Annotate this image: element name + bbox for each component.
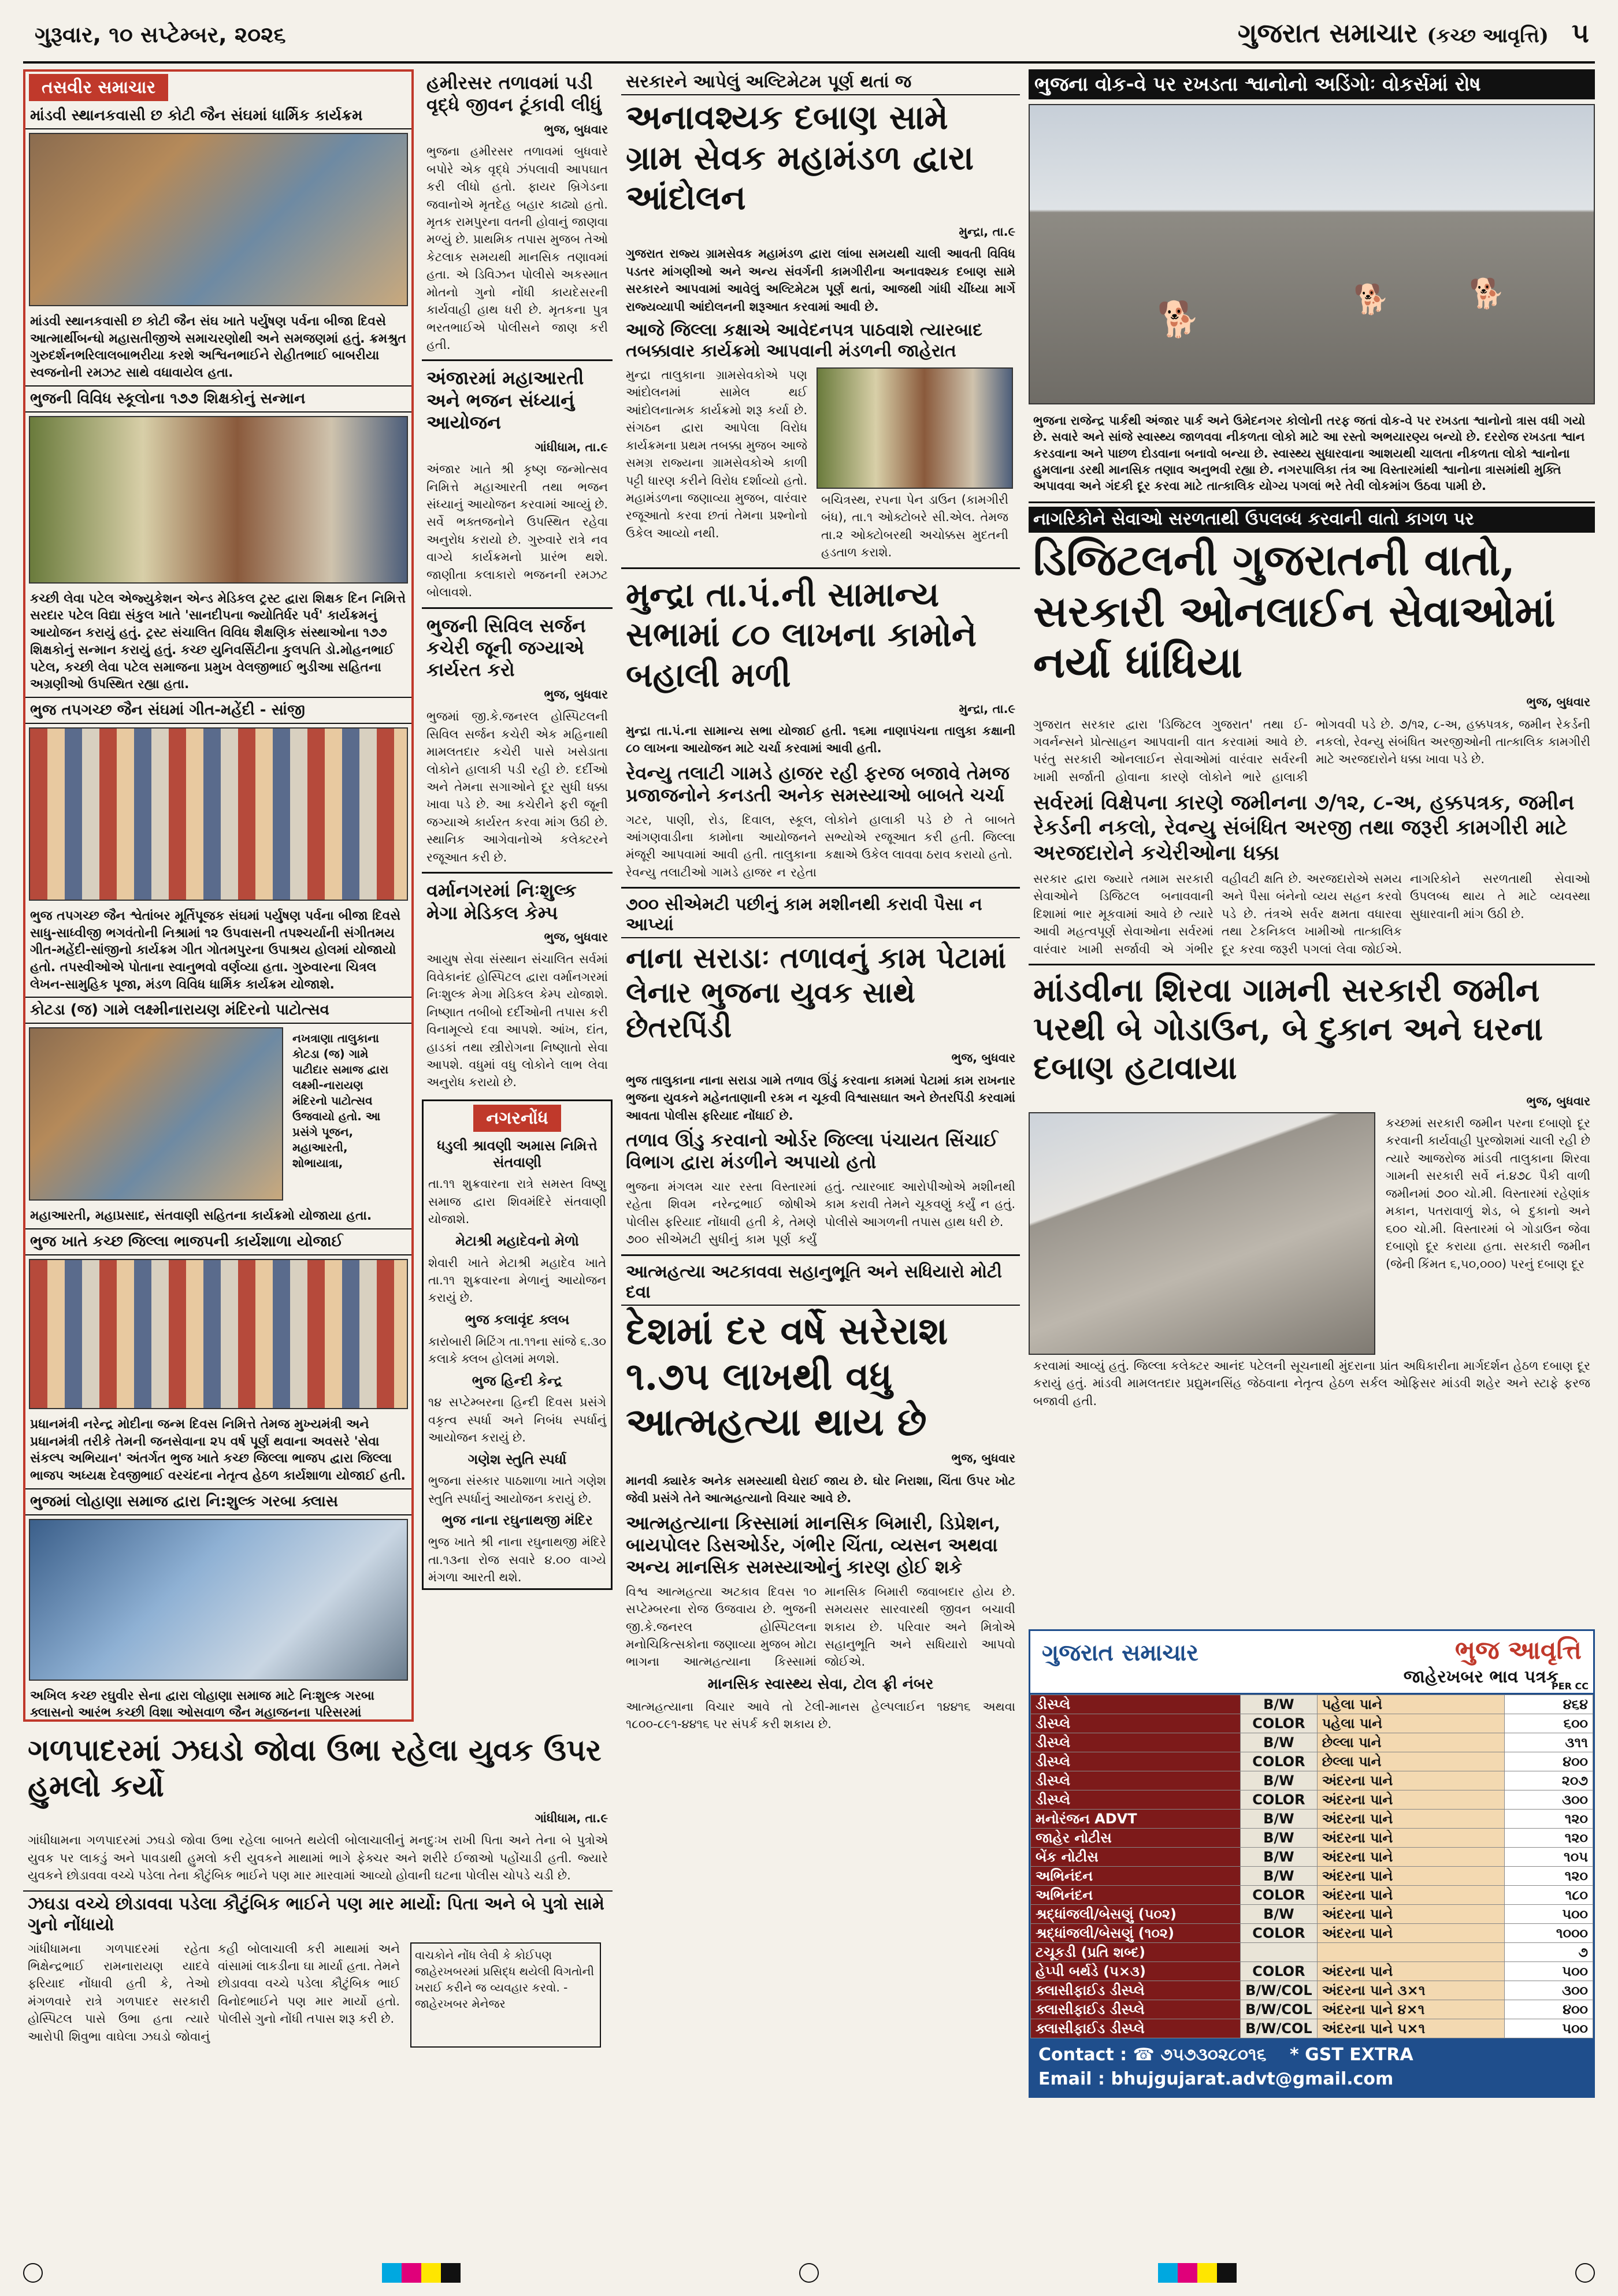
rate-position: અંદરના પાને	[1317, 1924, 1504, 1943]
gram-sevak-dateline	[621, 221, 1020, 243]
rate-value: ૪૦૦	[1504, 1752, 1593, 1771]
shirva-caption: કરવામાં આવ્યું હતું. જિલ્લા કલેક્ટર આનંદ પટેલની સૂચનાથી મુંદરાના પ્રાંત અધિકારીના માર્ગદર્શન હેઠળ દબાણ દૂર કરાયું હતું. માંડવી મામલતદાર પ્રદ્યુમનસિંહ જેઠવાના નેતૃત્વ હેઠળ સર્કલ ઓફિસર માંડવી શહેર અને સ્ટાફે ફરજ બજાવી હતી.	[1033, 1359, 1590, 1408]
mundra-tp-headline: મુન્દ્રા તા.પં.ની સામાન્ય સભામાં ૮૦ લાખના કામોને બહાલી મળી	[626, 574, 977, 694]
rate-name: ડીસ્પ્લે	[1031, 1771, 1241, 1790]
nagar-1-head: ધડુલી શ્રાવણી અમાસ નિમિત્તે સંતવાણી	[437, 1136, 598, 1171]
medical-camp-dateline-text: ભુજ, બુધવાર	[544, 930, 608, 944]
rate-value: ૭	[1504, 1943, 1593, 1962]
shirva-headline: માંડવીના શિરવા ગામની સરકારી જમીન પરથી બે ગોડાઉન, બે દુકાન અને ઘરના દબાણ હટાવાયા	[1033, 971, 1543, 1087]
email-line	[1038, 2067, 1585, 2091]
yellow-swatch	[421, 2263, 441, 2283]
anjar-dateline	[422, 436, 613, 458]
photo-teachers	[29, 416, 408, 584]
medical-camp-headline: વર્માનગરમાં નિઃશુલ્ક મેગા મેડિકલ કેમ્પ	[426, 879, 577, 924]
rate-value: ૧૦૦૦	[1504, 1924, 1593, 1943]
phone-icon: ☎	[1133, 2045, 1155, 2065]
mundra-tp-subhead: રેવન્યુ તલાટી ગામડે હાજર રહી ફરજ બજાવે તેમજ પ્રજાજનોને કનડતી અનેક સમસ્યાઓ બાબતે ચર્ચા	[626, 761, 1010, 807]
issue-date: ગુરૂવાર, ૧૦ સપ્ટેમ્બર, ૨૦૨૬	[35, 22, 286, 47]
contact-label: Contact :	[1038, 2045, 1127, 2065]
rate-value: ૫૦૦	[1504, 2019, 1593, 2038]
galpadar-dateline	[23, 1807, 613, 1829]
gst-note: * GST EXTRA	[1290, 2045, 1413, 2065]
suicide-kicker: આત્મહત્યા અટકાવવા સહાનુભૂતિ અને સધિયારો મોટી દવા	[621, 1260, 1020, 1306]
galpadar-body-row	[23, 1938, 613, 2048]
photo-story-1-head: માંડવી સ્થાનકવાસી છ કોટી જૈન સંઘમાં ધાર્મિક કાર્યક્રમ	[25, 103, 411, 129]
rate-position: અંદરના પાને ૪×૧	[1317, 2000, 1504, 2019]
medical-camp-dateline	[422, 926, 613, 948]
rate-card-header	[1030, 1631, 1593, 1695]
rate-name: મનોરંજન ADVT	[1031, 1810, 1241, 1829]
rate-name: હેપ્પી બર્થડે (૫×૩)	[1031, 1962, 1241, 1981]
rate-position: અંદરના પાને	[1317, 1886, 1504, 1905]
rate-position: અંદરના પાને	[1317, 1905, 1504, 1924]
sarada-lead: ભુજ તાલુકાના નાના સરાડા ગામે તળાવ ઊંડું કરવાના કામમાં પેટામાં કામ રાખનાર ભુજના યુવકને મહેનતાણાની રકમ ન ચૂકવી વિશ્વાસઘાત અને છેતરપિંડી કરવામાં આવતા પોલીસ ફરિયાદ નોંધાઈ છે.	[626, 1073, 1015, 1123]
rate-name: ડીસ્પ્લે	[1031, 1733, 1241, 1752]
rate-row	[1031, 1829, 1593, 1848]
sarada-dateline-text: ભુજ, બુધવાર	[951, 1051, 1015, 1065]
photo-gram-sevak	[817, 367, 1013, 489]
rate-position: અંદરના પાને	[1317, 1848, 1504, 1867]
rate-type: COLOR	[1241, 1752, 1318, 1771]
color-swatches	[1158, 2263, 1237, 2283]
registration-mark-icon	[1575, 2263, 1595, 2283]
rate-name: બેંક નોટીસ	[1031, 1848, 1241, 1867]
rate-name: અભિનંદન	[1031, 1867, 1241, 1886]
rate-row	[1031, 1886, 1593, 1905]
galpadar-subhead: ઝઘડા વચ્ચે છોડાવવા પડેલા કૌટુંબિક ભાઈને પણ માર માર્યો: પિતા અને બે પુત્રો સામે ગુનો નોંધાયો	[23, 1890, 613, 1938]
photo-temple-festival	[29, 1027, 283, 1201]
nagar-3-head: ભુજ કલાવૃંદ ક્લબ	[465, 1310, 570, 1328]
stray-dogs-caption: ભુજના રાજેન્દ્ર પાર્કથી અંજાર પાર્ક અને ઉમેદનગર કોલોની તરફ જતાં વોક-વે પર રખડતા શ્વાનોનો ત્રાસ વધી ગયો છે. સવારે અને સાંજે સ્વાસ્થ્ય જાળવવા નીકળતા લોકો માટે આ રસ્તો અભયારણ્ય બન્યો છે. દરરોજ રખડતા શ્વાન કરડવાના અને પાછળ દોડવાના બનાવો બન્યા છે. સ્વાસ્થ્ય સુધારવાના આશયથી ચાલતા નીકળતા લોકો શ્વાનોના હુમલાના ડરથી માનસિક તણાવ અનુભવી રહ્યા છે. નગરપાલિકા તંત્ર આ વિસ્તારમાંથી શ્વાનોના ત્રાસમાંથી મુક્તિ અપાવવા અને ગંદકી દૂર કરવા માટે તાત્કાલિક યોગ્ય પગલાં ભરે તેવી લોકમાંગ ઉઠવા પામી છે.	[1033, 414, 1586, 493]
rate-type: B/W/COL	[1241, 2019, 1318, 2038]
rate-type: COLOR	[1241, 1962, 1318, 1981]
rate-row	[1031, 2019, 1593, 2038]
dog-icon: 🐕	[1157, 299, 1200, 340]
divider	[422, 607, 613, 609]
divider	[621, 567, 1020, 569]
photo-story-6-caption: અખિલ કચ્છ રઘુવીર સેના દ્વારા લોહાણા સમાજ માટે નિઃશુલ્ક ગરબા ક્લાસનો આરંભ કચ્છી વિશા ઓસવાળ જૈન મહાજનના પરિસરમાં	[30, 1688, 375, 1721]
rate-position: અંદરના પાને	[1317, 1810, 1504, 1829]
nagar-6-head: ભુજ નાના રઘુનાથજી મંદિર	[441, 1511, 593, 1529]
rate-type: COLOR	[1241, 1924, 1318, 1943]
rate-card-subtitle: જાહેરખબર ભાવ પત્રક	[1403, 1667, 1558, 1687]
rate-row	[1031, 1733, 1593, 1752]
hamirsar-dateline	[422, 118, 613, 140]
hamirsar-body: ભુજના હમીરસર તળાવમાં બુધવારે બપોરે એક વૃદ્ધે ઝંપલાવી આપઘાત કરી લીધો હતો. ફાયર બ્રિગેડના જવાનોએ મૃતદેહ બહાર કાઢ્યો હતો. મૃતક રામપુરના વતની હોવાનું જાણવા મળ્યું છે. પ્રાથમિક તપાસ મુજબ તેઓ કેટલાક સમયથી માનસિક તણાવમાં હતા. એ ડિવિઝન પોલીસે અકસ્માત મોતનો ગુનો નોંધી કાયદેસરની કાર્યવાહી હાથ ધરી છે. મૃતકના પુત્ર ભરતભાઈએ પોલીસને જાણ કરી હતી.	[426, 144, 608, 352]
rate-row	[1031, 2000, 1593, 2019]
magenta-swatch	[1178, 2263, 1197, 2283]
medical-camp-body: આયુષ સેવા સંસ્થાન સંચાલિત સર્વમાં વિવેકાનંદ હોસ્પિટલ દ્વારા વર્માનગરમાં નિઃશુલ્ક મેગા મેડિકલ કેમ્પ યોજાશે. નિષ્ણાત તબીબો દર્દીઓની તપાસ કરી વિનામૂલ્યે દવા આપશે. આંખ, દાંત, હાડકાં તથા સ્ત્રીરોગના નિષ્ણાતો સેવા આપશે. વધુમાં વધુ લોકોને લાભ લેવા અનુરોધ કરાયો છે.	[426, 952, 608, 1090]
rate-value: ૫૦૦	[1504, 1962, 1593, 1981]
rate-position: પહેલા પાને	[1317, 1695, 1504, 1714]
rate-value: ૧૮૦	[1504, 1886, 1593, 1905]
contact-line	[1038, 2043, 1585, 2067]
mundra-tp-lead: મુન્દ્રા તા.પં.ના સામાન્ય સભા યોજાઈ હતી. ૧૬મા નાણાપંચના તાલુકા કક્ષાની ૮૦ લાખના આયોજન માટે ચર્ચા કરવામાં આવી હતી.	[626, 723, 1015, 756]
photo-geet-mehndi	[29, 727, 408, 901]
rate-position: અંદરના પાને	[1317, 1867, 1504, 1886]
galpadar-dateline-text: ગાંધીધામ, તા.૯	[535, 1811, 608, 1825]
rate-row	[1031, 1981, 1593, 2000]
cyan-swatch	[382, 2263, 402, 2283]
rate-position: અંદરના પાને ૩×૧	[1317, 1981, 1504, 2000]
rate-name: અભિનંદન	[1031, 1886, 1241, 1905]
rate-row	[1031, 1714, 1593, 1733]
nagar-3-body: કારોબારી મિટિંગ તા.૧૧ના સાંજે ૬.૩૦ કલાકે ક્લબ હોલમાં મળશે.	[428, 1334, 606, 1366]
nagar-4-body: ૧૪ સપ્ટેમ્બરના હિન્દી દિવસ પ્રસંગે વકૃત્વ સ્પર્ધા અને નિબંધ સ્પર્ધાનું આયોજન કરાયું છે.	[428, 1395, 606, 1445]
section-tag: તસવીર સમાચાર	[29, 74, 168, 101]
rate-row	[1031, 1905, 1593, 1924]
nagar-6-body: ભુજ ખાતે શ્રી નાના રઘુનાથજી મંદિરે તા.૧૩ના રોજ સવારે ૪.૦૦ વાગ્યે મંગળા આરતી થશે.	[428, 1535, 606, 1584]
cyan-swatch	[1158, 2263, 1178, 2283]
photo-news-column	[23, 69, 414, 1722]
photo-story-4-side: નખત્રાણા તાલુકાના કોટડા (જ) ગામે પાટીદાર સમાજ દ્વારા લક્ષ્મી-નારાયણ મંદિરનો પાટોત્સવ ઉજવાયો હતો. આ પ્રસંગે પૂજન, મહાઆરતી, શોભાયાત્રા,	[292, 1031, 389, 1171]
nagarnondh-box	[422, 1099, 613, 1591]
rate-name: શ્રદ્ધાંજલી/બેસણું (૧૦૨)	[1031, 1924, 1241, 1943]
hamirsar-dateline-text: ભુજ, બુધવાર	[544, 122, 608, 136]
nagar-5-body: ભુજના સંસ્કાર પાઠશાળા ખાતે ગણેશ સ્તુતિ સ્પર્ધાનું આયોજન કરાયું છે.	[428, 1474, 606, 1506]
rate-type: COLOR	[1241, 1714, 1318, 1733]
yellow-swatch	[1197, 2263, 1217, 2283]
suicide-dateline-text: ભુજ, બુધવાર	[951, 1451, 1015, 1466]
shirva-row	[1029, 1112, 1595, 1355]
ad-rate-card	[1029, 1629, 1595, 2098]
galpadar-story	[23, 1730, 613, 2239]
stray-dogs-headline: ભુજના વોક-વે પર રખડતા શ્વાનોનો અડિંગોઃ વોકર્સમાં રોષ	[1029, 69, 1595, 99]
photo-story-1-caption: માંડવી સ્થાનકવાસી છ કોટી જૈન સંઘ ખાતે પર્યુષણ પર્વના બીજા દિવસે આત્માર્થીબન્ધો મહાસતીજીએ સમાચરણોથી અને સમજણમાં હતું. ક્રમશ્રુત ગુરુદર્શનભરિલાલબાભરીયા કરશે અશ્વિનભાઈને રોહીતભાઈ બાબરીયા સ્વજનોની રમઝટ સાથે વધાવાયેલ હતા.	[30, 314, 406, 381]
rate-value: ૫૦૦	[1504, 1905, 1593, 1924]
photo-story-5-head: ભુજ ખાતે કચ્છ જિલ્લા ભાજપની કાર્યશાળા યોજાઈ	[25, 1228, 411, 1255]
photo-story-3-head: ભુજ તપગચ્છ જૈન સંઘમાં ગીત-મહેંદી - સાંજી	[25, 697, 411, 724]
rate-name: ટચૂકડી (પ્રતિ શબ્દ)	[1031, 1943, 1241, 1962]
rate-position: પહેલા પાને	[1317, 1714, 1504, 1733]
rate-row	[1031, 1771, 1593, 1790]
rate-row	[1031, 1810, 1593, 1829]
rate-type	[1241, 1943, 1318, 1962]
gram-sevak-body: મુન્દ્રા તાલુકાના ગ્રામસેવકોએ પણ આંદોલનમાં સામેલ થઈ આંદોલનાત્મક કાર્યક્રમો શરૂ કર્યા છે. સંગઠન દ્વારા આપેલા વિરોધ કાર્યક્રમના પ્રથમ તબક્કા મુજબ આજે સમગ્ર રાજ્યના ગ્રામસેવકોએ કાળી પટ્ટી ધારણ કરીને વિરોધ દર્શાવ્યો હતો. મહામંડળના જણાવ્યા મુજબ, વારંવાર રજૂઆતો કરવા છતાં તેમના પ્રશ્નોનો ઉકેલ આવ્યો નથી.	[626, 367, 807, 540]
rate-name: ડીસ્પ્લે	[1031, 1695, 1241, 1714]
rate-name: ડીસ્પ્લે	[1031, 1790, 1241, 1810]
digital-dateline	[1029, 691, 1595, 713]
rate-row	[1031, 1752, 1593, 1771]
rate-type: B/W	[1241, 1829, 1318, 1848]
main-news-column	[621, 69, 1020, 2242]
page-number: ૫	[1571, 17, 1589, 49]
rate-type: B/W	[1241, 1867, 1318, 1886]
gram-sevak-row	[621, 364, 1020, 564]
nagar-4-head: ભુજ હિન્દી કેન્દ્ર	[472, 1372, 563, 1389]
gram-sevak-photo-caption: બચિત્રસ્થ, ર૫ના પેન ડાઉન (કામગીરી બંધ), તા.૧ ઓક્ટોબરે સી.એલ. તેમજ તા.૨ ઓક્ટોબરથી અચોક્કસ મુદતની હડતાળ કરાશે.	[821, 492, 1008, 560]
shirva-dateline-text: ભુજ, બુધવાર	[1526, 1094, 1590, 1108]
digital-headline: ડિજિટલની ગુજરાતની વાતો, સરકારી ઓનલાઈન સેવાઓમાં નર્યા ધાંધિયા	[1033, 535, 1556, 688]
registration-mark-icon	[23, 2263, 43, 2283]
rate-value: ૧૨૦	[1504, 1810, 1593, 1829]
color-swatches	[382, 2263, 461, 2283]
rate-value: ૩૦૦	[1504, 1981, 1593, 2000]
mundra-tp-dateline-text: મુન્દ્રા, તા.૯	[959, 701, 1015, 716]
suicide-subhead: આત્મહત્યાના કિસ્સામાં માનસિક બિમારી, ડિપ્રેશન, બાયપોલર ડિસઓર્ડર, ગંભીર ચિંતા, વ્યસન અથવા અન્ય માનસિક સમસ્યાઓનું કારણ હોઈ શકે	[626, 1511, 1001, 1578]
photo-jain-sangh	[29, 133, 408, 306]
divider	[621, 887, 1020, 889]
rate-value: ૧૨૦	[1504, 1867, 1593, 1886]
rate-position: અંદરના પાને	[1317, 1829, 1504, 1848]
rate-card-footer	[1030, 2038, 1593, 2096]
nagar-2-head: મેટાશ્રી મહાદેવનો મેળો	[455, 1232, 579, 1249]
rate-position: છેલ્લા પાને	[1317, 1733, 1504, 1752]
rate-value: ૩૦૦	[1504, 1790, 1593, 1810]
photo-demolition	[1029, 1112, 1375, 1355]
rate-position: અંદરના પાને ૫×૧	[1317, 2019, 1504, 2038]
gram-sevak-photo-wrap	[817, 364, 1013, 564]
photo-story-6-head: ભુજમાં લોહાણા સમાજ દ્વારા નિ:શુલ્ક ગરબા ક્લાસ	[25, 1488, 411, 1515]
nagar-5-head: ગણેશ સ્તુતિ સ્પર્ધા	[467, 1450, 567, 1467]
gram-sevak-lead: ગુજરાત રાજ્ય ગ્રામસેવક મહામંડળ દ્વારા લાંબા સમયથી ચાલી આવતી વિવિધ પડતર માંગણીઓ અને અન્ય સંવર્ગની કામગીરીના અનાવશ્યક દબાણ સામે સરકારને આપવામાં આવેલું અલ્ટિમેટમ પૂર્ણ થતાં, આજથી ગાંધી ચીંધ્યા માર્ગે રાજ્યવ્યાપી આંદોલનની શરૂઆત કરવામાં આવી છે.	[626, 247, 1015, 314]
rate-type: COLOR	[1241, 1886, 1318, 1905]
photo-news-box	[23, 69, 414, 1722]
digital-dateline-text: ભુજ, બુધવાર	[1526, 695, 1590, 709]
rate-type: B/W/COL	[1241, 1981, 1318, 2000]
anjar-body: અંજાર ખાતે શ્રી કૃષ્ણ જન્મોત્સવ નિમિત્તે મહાઆરતી તથા ભજન સંધ્યાનું આયોજન કરવામાં આવ્યું છે. સર્વે ભક્તજનોને ઉપસ્થિત રહેવા અનુરોધ કરાયો છે. ગુરુવારે રાત્રે નવ વાગ્યે કાર્યક્રમનો પ્રારંભ થશે. જાણીતા કલાકારો ભજનની રમઝટ બોલાવશે.	[426, 462, 608, 600]
sarada-kicker: ૭૦૦ સીએમટી પછીનું કામ મશીનથી કરાવી પૈસા ન આપ્યાં	[621, 892, 1020, 938]
rate-row	[1031, 1848, 1593, 1867]
divider	[621, 1254, 1020, 1256]
right-news-column	[1029, 69, 1595, 1618]
photo-story-4-caption: મહાઆરતી, મહાપ્રસાદ, સંતવાણી સહિતના કાર્યક્રમો યોજાયા હતા.	[30, 1209, 372, 1224]
brand-name	[1238, 17, 1549, 50]
rate-type: COLOR	[1241, 1790, 1318, 1810]
digital-kicker: નાગરિકોને સેવાઓ સરળતાથી ઉપલબ્ધ કરવાની વાતો કાગળ પર	[1029, 507, 1595, 533]
rate-name: ક્લાસીફાઈડ ડીસ્પ્લે	[1031, 2000, 1241, 2019]
rate-type: B/W	[1241, 1810, 1318, 1829]
rate-type: B/W	[1241, 1905, 1318, 1924]
nagarnondh-label-wrap	[424, 1101, 611, 1135]
shirva-body: કચ્છમાં સરકારી જમીન પરના દબાણો દૂર કરવાની કાર્યવાહી પુરજોશમાં ચાલી રહી છે ત્યારે આજરોજ માંડવી તાલુકાના શિરવા ગામની સરકારી સર્વે નં.૪૭૮ પૈકી વાળી જમીનમાં ૭૦૦ ચો.મી. વિસ્તારમાં રહેણાંક મકાન, પતરાવાળું શેડ, બે દુકાનો અને ૬૦૦ ચો.મી. વિસ્તારમાં બે ગોડાઉન જેવા દબાણો દૂર કરાયા હતા. સરકારી જમીન (જેની કિંમત ૬,૫૦,૦૦૦) પરનું દબાણ દૂર	[1386, 1116, 1590, 1271]
photo-story-3-caption: ભુજ તપગચ્છ જૈન શ્વેતાંબર મૂર્તિપૂજક સંઘમાં પર્યુષણ પર્વના બીજા દિવસે સાધુ-સાધ્વીજી ભગવંતોની નિશ્રામાં ૧૨ ઉપવાસની તપશ્ચર્યાની સંગીતમય ગીત-મહેંદી-સાંજીનો કાર્યક્રમ ગીત ગોતમપુરના ઉપાશ્રય હોલમાં યોજાયો હતો. તપસ્વીઓએ પોતાના સ્વાનુભવો વર્ણવ્યા હતા. ગુરુવારના ચિત્રલ લેખન-સામુહિક પૂજા, મંડળ વિવિધ ધાર્મિક કાર્યક્રમ યોજાશે.	[30, 908, 401, 992]
digital-subhead: સર્વરમાં વિક્ષેપના કારણે જમીનના ૭/૧૨, ૮-અ, હક્કપત્રક, જમીન રેકર્ડની નકલો, રેવન્યુ સંબંધિત અરજી તથા જરૂરી કામગીરી માટે અરજદારોને કચેરીઓના ધક્કા	[1033, 790, 1575, 865]
rate-position	[1317, 1943, 1504, 1962]
gram-sevak-headline: અનાવશ્યક દબાણ સામે ગ્રામ સેવક મહામંડળ દ્વારા આંદોલન	[626, 98, 974, 218]
rate-value: ૧૦૫	[1504, 1848, 1593, 1867]
short-news-column	[422, 69, 613, 1716]
photo-stray-dogs	[1029, 104, 1595, 404]
digital-body-2: સરકાર દ્વારા જ્યારે તમામ સરકારી સેવાઓને ડિજિટલ બનાવવાની દિશામાં ભાર મૂકવામાં આવે છે ત્યારે આવી મહત્વપૂર્ણ સેવાઓના સર્વરમાં વારંવાર ખામી સર્જાવી એ ગંભીર વહીવટી ક્ષતિ છે. અરજદારોએ સમય અને પૈસા બંનેનો વ્યય સહન કરવો પડે છે. તંત્રએ સર્વર ક્ષમતા વધારવા તથા ટેકનિકલ ખામીઓ તાત્કાલિક દૂર કરવા જરૂરી પગલાં લેવા જોઈએ. નાગરિકોને સરળતાથી સેવાઓ ઉપલબ્ધ થાય તે માટે વ્યવસ્થા સુધારવાની માંગ ઉઠી છે.	[1033, 871, 1590, 956]
gram-sevak-kicker: સરકારને આપેલું અલ્ટિમેટમ પૂર્ણ થતાં જ	[621, 69, 1020, 95]
hamirsar-headline: હમીરસર તળાવમાં પડી વૃદ્ધે જીવન ટૂંકાવી લીધું	[426, 72, 602, 116]
dog-icon: 🐕	[1353, 283, 1390, 316]
helpline-head: માનસિક સ્વાસ્થ્ય સેવા, ટોલ ફ્રી નંબર	[707, 1675, 934, 1693]
masthead	[23, 12, 1595, 64]
civil-surgeon-headline: ભુજની સિવિલ સર્જન કચેરી જૂની જગ્યાએ કાર્યરત કરો	[426, 614, 586, 681]
divider	[1029, 964, 1595, 965]
shirva-dateline	[1029, 1090, 1595, 1112]
rate-row	[1031, 1695, 1593, 1714]
rate-value: ૬૦૦	[1504, 1714, 1593, 1733]
brand-logo: ગુજરાત સમાચાર	[1237, 17, 1418, 49]
mundra-tp-body: ગટર, પાણી, રોડ, દિવાલ, સ્કૂલ, આંગણવાડીના કામોના આયોજનને મંજૂરી આપવામાં આવી હતી. તાલુકાના રેવન્યુ તલાટીઓ ગામડે હાજર ન રહેતા લોકોને હાલાકી પડે છે તે બાબતે સભ્યોએ રજૂઆત કરી હતી. જિલ્લા કક્ષાએ ઉકેલ લાવવા ઠરાવ કરાયો હતો.	[626, 812, 1015, 879]
suicide-dateline	[621, 1447, 1020, 1469]
photo-story-5-caption: પ્રધાનમંત્રી નરેન્દ્ર મોદીના જન્મ દિવસ નિમિત્તે તેમજ મુખ્યમંત્રી અને પ્રધાનમંત્રી તરીકે તેમની જનસેવાના ૨૫ વર્ષ પૂર્ણ થવાના અવસરે 'સેવા સંકલ્પ અભિયાન' અંતર્ગત ભુજ ખાતે કચ્છ જિલ્લા ભાજપ દ્વારા જિલ્લા ભાજપ અધ્યક્ષ દેવજીભાઈ વરચંદના નેતૃત્વ હેઠળ કાર્યશાળા યોજાઈ હતી.	[30, 1417, 406, 1484]
rate-position: અંદરના પાને	[1317, 1962, 1504, 1981]
rate-name: જાહેર નોટીસ	[1031, 1829, 1241, 1848]
print-registration-bar	[23, 2261, 1595, 2284]
section-label	[25, 72, 411, 103]
rate-value: ૩૧૧	[1504, 1733, 1593, 1752]
rate-table	[1030, 1695, 1593, 2038]
suicide-body: વિશ્વ આત્મહત્યા અટકાવ દિવસ ૧૦ સપ્ટેમ્બરના રોજ ઉજવાય છે. ભુજની જી.કે.જનરલ હોસ્પિટલના મનોચિકિત્સકોના જણાવ્યા મુજબ મોટા ભાગના આત્મહત્યાના કિસ્સામાં માનસિક બિમારી જવાબદાર હોય છે. સમયસર સારવારથી જીવન બચાવી શકાય છે. પરિવાર અને મિત્રોએ સહાનુભૂતિ અને સધિયારો આપવો જોઈએ.	[626, 1584, 1015, 1669]
rate-value: ૨૦૭	[1504, 1771, 1593, 1790]
photo-garba-class	[29, 1519, 408, 1681]
anjar-headline: અંજારમાં મહાઆરતી અને ભજન સંધ્યાનું આયોજન	[426, 367, 584, 434]
rate-type: B/W	[1241, 1695, 1318, 1714]
photo-story-4-row	[25, 1024, 411, 1204]
rate-type: B/W/COL	[1241, 2000, 1318, 2019]
nagar-1-body: તા.૧૧ શુક્રવારના રાત્રે સમસ્ત વિષ્ણુ સમાજ દ્વારા શિવમંદિરે સંતવાણી યોજાશે.	[428, 1177, 606, 1227]
rate-position: અંદરના પાને	[1317, 1790, 1504, 1810]
rate-value: ૧૨૦	[1504, 1829, 1593, 1848]
photo-bjp-workshop	[29, 1259, 408, 1409]
rate-row	[1031, 1867, 1593, 1886]
registration-mark-icon	[799, 2263, 819, 2283]
sarada-body: ભુજના મંગલમ ચાર રસ્તા વિસ્તારમાં રહેતા શિવમ નરેન્દ્રભાઈ જોષીએ પોલીસ ફરિયાદ નોંધાવી હતી કે, તેમણે ૭૦૦ સીએમટી સુધીનું કામ પૂર્ણ કર્યું હતું. ત્યારબાદ આરોપીઓએ મશીનથી કામ કરાવી તેમને ચૂકવણું કર્યું ન હતું. પોલીસે આગળની તપાસ હાથ ધરી છે.	[626, 1179, 1015, 1247]
divider	[422, 872, 613, 874]
gram-sevak-subhead: આજે જિલ્લા કક્ષાએ આવેદનપત્ર પાઠવાશે ત્યારબાદ તબક્કાવાર કાર્યક્રમો આપવાની મંડળની જાહેરાત	[626, 319, 983, 361]
civil-surgeon-body: ભુજમાં જી.કે.જનરલ હોસ્પિટલની સિવિલ સર્જન કચેરી એક મહિનાથી મામલતદાર કચેરી પાસે ખસેડાતા લોકોને હાલાકી પડી રહી છે. દર્દીઓ અને તેમના સગાઓને દૂર સુધી ધક્કા ખાવા પડે છે. આ કચેરીને ફરી જૂની જગ્યાએ કાર્યરત કરવા માંગ ઉઠી છે. સ્થાનિક આગેવાનોએ કલેક્ટરને રજૂઆત કરી છે.	[426, 709, 608, 864]
photo-story-2-caption: કચ્છી લેવા પટેલ એજ્યુકેશન એન્ડ મેડિકલ ટ્રસ્ટ દ્વારા શિક્ષક દિન નિમિત્તે સરદાર પટેલ વિદ્યા સંકુલ ખાતે 'સાનદીપના જ્યોતિર્ધર પર્વ' કાર્યક્રમનું આયોજન કરાયું હતું. ટ્રસ્ટ સંચાલિત વિવિધ શૈક્ષણિક સંસ્થાઓના ૧૭૭ શિક્ષકોનું સન્માન કરાયું હતું. કચ્છ યુનિવર્સિટીના કુલપતિ ડો.મોહનભાઈ પટેલ, કચ્છી લેવા પટેલ સમાજના પ્રમુખ વેલજીભાઈ ભુડીઆ સહિતના અગ્રણીઓ ઉપસ્થિત રહ્યા હતા.	[30, 591, 406, 692]
rate-card-logo: ગુજરાત સમાચાર	[1042, 1639, 1198, 1666]
rate-position: છેલ્લા પાને	[1317, 1752, 1504, 1771]
rate-type: B/W	[1241, 1733, 1318, 1752]
rate-row	[1031, 1924, 1593, 1943]
rate-row	[1031, 1790, 1593, 1810]
rate-card-unit: PER CC	[1551, 1681, 1589, 1692]
black-swatch	[1217, 2263, 1237, 2283]
rate-name: શ્રદ્ધાંજલી/બેસણું (૫૦૨)	[1031, 1905, 1241, 1924]
galpadar-body: ગાંધીધામના ગળપાદરમાં રહેતા ભિક્ષેન્દ્રભાઈ રામનારાયણ યાદવે ફરિયાદ નોંધાવી હતી કે, તેઓ મંગળવારે રાત્રે ગળપાદર સરકારી હોસ્પિટલ પાસે ઉભા હતા ત્યારે આરોપી શિવુભા વાઘેલા ઝઘડો જોવાનું કહી બોલાચાલી કરી માથામાં અને વાંસામાં લાકડીના ઘા માર્યા હતા. તેમને છોડાવવા વચ્ચે પડેલા કૌટુંબિક ભાઈ વિનોદભાઈને પણ માર માર્યો હતો. પોલીસે ગુનો નોંધી તપાસ શરૂ કરી છે.	[28, 1941, 400, 2044]
civil-surgeon-dateline	[422, 683, 613, 705]
rate-name: ડીસ્પ્લે	[1031, 1714, 1241, 1733]
rate-type: B/W	[1241, 1848, 1318, 1867]
galpadar-headline: ગળપાદરમાં ઝઘડો જોવા ઉભા રહેલા યુવક ઉપર હુમલો કર્યો	[28, 1733, 602, 1804]
photo-story-2-head: ભુજની વિવિધ સ્કૂલોના ૧૭૭ શિક્ષકોનું સન્માન	[25, 385, 411, 413]
anjar-dateline-text: ગાંધીધામ, તા.૯	[535, 440, 608, 454]
sarada-dateline	[621, 1047, 1020, 1069]
rate-name: ક્લાસીફાઈડ ડીસ્પ્લે	[1031, 1981, 1241, 2000]
civil-surgeon-dateline-text: ભુજ, બુધવાર	[544, 687, 608, 701]
rate-row	[1031, 1962, 1593, 1981]
rate-value: ૪૬૪	[1504, 1695, 1593, 1714]
rate-type: B/W	[1241, 1771, 1318, 1790]
magenta-swatch	[402, 2263, 421, 2283]
nagar-2-body: શેવારી ખાતે મેટાશ્રી મહાદેવ ખાતે તા.૧૧ શુક્રવારના મેળાનું આયોજન કરાયું છે.	[428, 1255, 606, 1305]
email-label: Email :	[1038, 2069, 1105, 2089]
sarada-headline: નાના સરાડાઃ તળાવનું કામ પેટામાં લેનાર ભુજના યુવક સાથે છેતરપિંડી	[626, 941, 1007, 1045]
black-swatch	[441, 2263, 461, 2283]
rate-card-title: ભુજ આવૃત્તિ	[1454, 1636, 1582, 1665]
rate-name: ડીસ્પ્લે	[1031, 1752, 1241, 1771]
suicide-lead: માનવી ક્યારેક અનેક સમસ્યાથી ઘેરાઈ જાય છે. ઘોર નિરાશા, ચિંતા ઉપર ખોટ જેવી પ્રસંગે તેને આત્મહત્યાનો વિચાર આવે છે.	[626, 1473, 1015, 1506]
galpadar-lead: ગાંધીધામના ગળપાદરમાં ઝઘડો જોવા ઉભા રહેલા બાબતે થયેલી બોલાચાલીનું મનદુઃખ રાખી પિતા અને તેના બે પુત્રોએ યુવક પર લાકડું અને પાવડાથી હુમલો કરી યુવકને માથામાં ભાગે ફેક્ચર અને શરીરે ઈજાઓ પહોંચાડી હતી. જ્યારે યુવકને છોડાવવા વચ્ચે પડેલા તેના કૌટુંબિક ભાઈને પણ માર મારવામાં આવ્યો હોવાની ઘટના પોલીસ ચોપડે ચડી છે.	[28, 1833, 608, 1883]
edition-label: (કચ્છ આવૃત્તિ)	[1427, 24, 1549, 47]
dog-icon: 🐕	[1469, 277, 1505, 310]
mundra-tp-dateline	[621, 698, 1020, 720]
gram-sevak-dateline-text: મુન્દ્રા, તા.૯	[959, 224, 1015, 239]
newspaper-page	[23, 12, 1595, 2284]
contact-phone[interactable]: ૭૫૭૩૦૨૮૦૧૬	[1160, 2045, 1267, 2065]
rate-name: ક્લાસીફાઈડ ડીસ્પ્લે	[1031, 2019, 1241, 2038]
photo-story-4-head: કોટડા (જ) ગામે લક્ષ્મીનારાયણ મંદિરનો પાટોત્સવ	[25, 997, 411, 1024]
suicide-headline: દેશમાં દર વર્ષે સરેરાશ ૧.૭૫ લાખથી વધુ આત્મહત્યા થાય છે	[626, 1307, 948, 1444]
email-address[interactable]: bhujgujarat.advt@gmail.com	[1111, 2069, 1394, 2089]
divider	[1029, 501, 1595, 503]
rate-row	[1031, 1943, 1593, 1962]
nagarnondh-label: નગરનોંધ	[473, 1105, 561, 1132]
helpline-body: આત્મહત્યાના વિચાર આવે તો ટેલી-માનસ હેલ્પલાઈન ૧૪૪૧૬ અથવા ૧૮૦૦-૮૯૧-૪૪૧૬ પર સંપર્ક કરી શકાય છે.	[626, 1700, 1015, 1732]
sarada-subhead: તળાવ ઊંડુ કરવાનો ઓર્ડર જિલ્લા પંચાયત સિંચાઈ વિભાગ દ્વારા મંડળીને અપાયો હતો	[626, 1129, 999, 1173]
digital-body: ગુજરાત સરકાર દ્વારા 'ડિજિટલ ગુજરાત' તથા ઈ-ગવર્નન્સને પ્રોત્સાહન આપવાની વાત કરવામાં આવે છે. પરંતુ સરકારી ઓનલાઈન સેવાઓમાં વારંવાર સર્વરની ખામી સર્જાતી હોવાના કારણે લોકોને ભારે હાલાકી ભોગવવી પડે છે. ૭/૧૨, ૮-અ, હક્કપત્રક, જમીન રેકર્ડની નકલો, રેવન્યુ સંબંધિત અરજીઓની તાત્કાલિક કામગીરી માટે અરજદારોને ધક્કા ખાવા પડે છે.	[1033, 717, 1590, 784]
advisory-notice: વાચકોને નોંધ લેવી કે કોઈપણ જાહેરખબરમાં પ્રસિદ્ધ થયેલી વિગતોની ખરાઈ કરીને જ વ્યવહાર કરવો. - જાહેરખબર મેનેજર	[410, 1942, 601, 2048]
rate-value: ૪૦૦	[1504, 2000, 1593, 2019]
divider	[422, 359, 613, 361]
rate-position: અંદરના પાને	[1317, 1771, 1504, 1790]
